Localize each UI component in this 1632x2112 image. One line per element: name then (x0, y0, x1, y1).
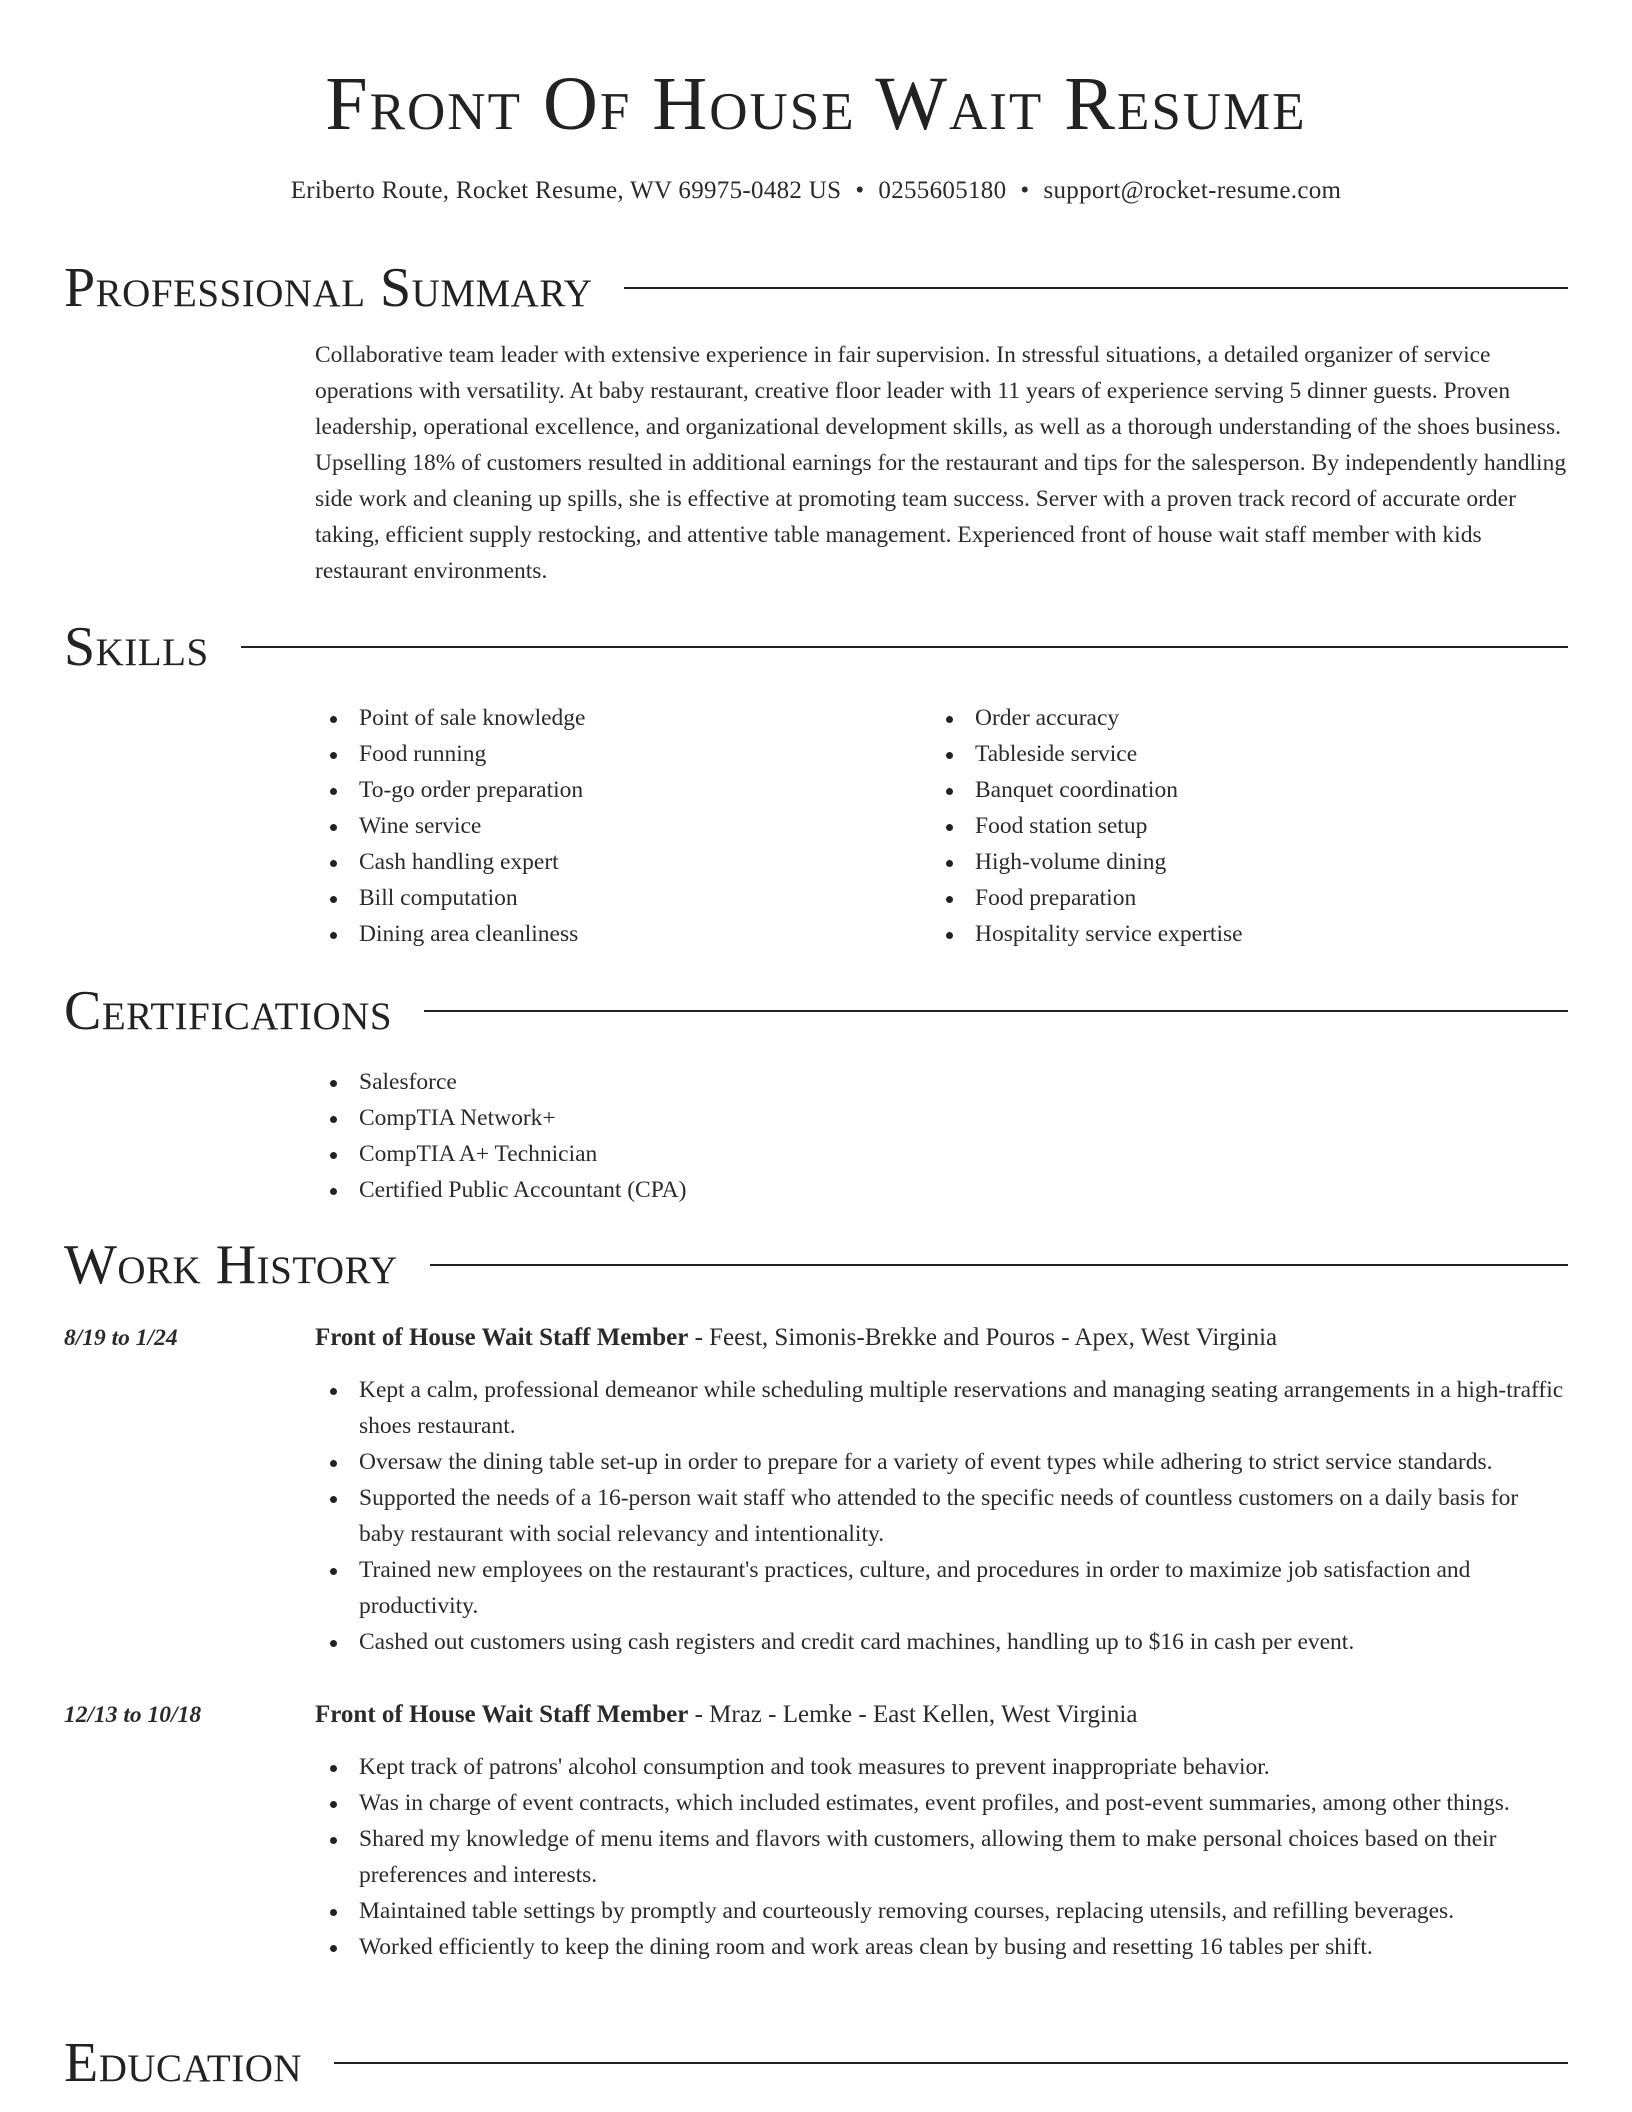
skill-item: Food station setup (931, 808, 1531, 844)
section-divider (334, 2062, 1568, 2064)
job-duty-item: Kept a calm, professional demeanor while scheduling multiple reservations and managing seating arrangements in a high-traffic shoes restaurant. (315, 1372, 1568, 1444)
job-title: Front of House Wait Staff Member (315, 1701, 689, 1728)
skill-item: Banquet coordination (931, 772, 1531, 808)
skill-item: Food preparation (931, 880, 1531, 916)
job-dates: 12/13 to 10/18 (64, 1702, 202, 1728)
skill-item: Order accuracy (931, 700, 1531, 736)
job-headline (315, 1697, 1137, 1733)
skill-item: Wine service (315, 808, 915, 844)
certification-item: Certified Public Accountant (CPA) (315, 1172, 1571, 1208)
section-title-summary: Professional Summary (64, 257, 593, 319)
section-divider (624, 287, 1568, 289)
job-employer: - Feest, Simonis-Brekke and Pouros - Apex, West Virginia (688, 1324, 1278, 1351)
section-divider (430, 1264, 1568, 1266)
skill-item: Point of sale knowledge (315, 700, 915, 736)
skill-item: To-go order preparation (315, 772, 915, 808)
contact-separator: • (855, 177, 865, 204)
section-header-education (64, 2028, 1568, 2098)
contact-separator: • (1020, 177, 1030, 204)
skill-item: High-volume dining (931, 844, 1531, 880)
section-divider (424, 1010, 1568, 1012)
job-headline (315, 1320, 1277, 1356)
job-duties-list (315, 1372, 1568, 1660)
certifications-list (315, 1064, 1571, 1208)
job-dates: 8/19 to 1/24 (64, 1325, 178, 1351)
section-title-work-history: Work History (64, 1234, 398, 1296)
section-title-certifications: Certifications (64, 980, 393, 1042)
job-duty-item: Worked efficiently to keep the dining room and work areas clean by busing and resetting 16 tables per shift. (315, 1929, 1568, 1965)
section-title-skills: Skills (64, 616, 209, 678)
resume-title: Front Of House Wait Resume (325, 62, 1307, 146)
skill-item: Tableside service (931, 736, 1531, 772)
section-header-work-history (64, 1230, 1568, 1300)
job-duty-item: Shared my knowledge of menu items and flavors with customers, allowing them to make personal choices based on their preferences and interests. (315, 1821, 1568, 1893)
contact-line (0, 174, 1632, 208)
skill-item: Cash handling expert (315, 844, 915, 880)
contact-email[interactable]: support@rocket-resume.com (1043, 177, 1342, 204)
job-duty-item: Kept track of patrons' alcohol consumption and took measures to prevent inappropriate behavior. (315, 1749, 1568, 1785)
contact-address: Eriberto Route, Rocket Resume, WV 69975-0482 US (290, 177, 842, 204)
job-duty-item: Was in charge of event contracts, which included estimates, event profiles, and post-event summaries, among other things. (315, 1785, 1568, 1821)
skill-item: Hospitality service expertise (931, 916, 1531, 952)
job-duty-item: Supported the needs of a 16-person wait staff who attended to the specific needs of countless customers on a daily basis for baby restaurant with social relevancy and intentionality. (315, 1480, 1568, 1552)
section-header-certifications (64, 976, 1568, 1046)
job-duty-item: Trained new employees on the restaurant's practices, culture, and procedures in order to maximize job satisfaction and productivity. (315, 1552, 1568, 1624)
skills-list-left (315, 700, 915, 952)
skill-item: Dining area cleanliness (315, 916, 915, 952)
section-header-summary (64, 253, 1568, 323)
job-duties-list (315, 1749, 1568, 1965)
certification-item: CompTIA A+ Technician (315, 1136, 1571, 1172)
skill-item: Bill computation (315, 880, 915, 916)
section-title-education: Education (64, 2032, 303, 2094)
skills-list-right (931, 700, 1531, 952)
certification-item: Salesforce (315, 1064, 1571, 1100)
section-header-skills (64, 612, 1568, 682)
job-employer: - Mraz - Lemke - East Kellen, West Virginia (688, 1701, 1138, 1728)
job-duty-item: Cashed out customers using cash registers and credit card machines, handling up to $16 in cash per event. (315, 1624, 1568, 1660)
job-duty-item: Maintained table settings by promptly and courteously removing courses, replacing utensils, and refilling beverages. (315, 1893, 1568, 1929)
job-duty-item: Oversaw the dining table set-up in order to prepare for a variety of event types while adhering to strict service standards. (315, 1444, 1568, 1480)
job-title: Front of House Wait Staff Member (315, 1324, 689, 1351)
section-divider (241, 646, 1568, 648)
skill-item: Food running (315, 736, 915, 772)
certification-item: CompTIA Network+ (315, 1100, 1571, 1136)
contact-phone: 0255605180 (878, 177, 1007, 204)
summary-text: Collaborative team leader with extensive experience in fair supervision. In stressful situations, a detailed organizer of service operations with versatility. At baby restaurant, creative floor leader with 11 years of experience serving 5 dinner guests. Proven leadership, operational excellence, and organizational development skills, as well as a thorough understanding of the shoes business. Upselling 18% of customers resulted in additional earnings for the restaurant and tips for the salesperson. By independently handling side work and cleaning up spills, she is effective at promoting team success. Server with a proven track record of accurate order taking, efficient supply restocking, and attentive table management. Experienced front of house wait staff member with kids restaurant environments. (315, 342, 1567, 584)
